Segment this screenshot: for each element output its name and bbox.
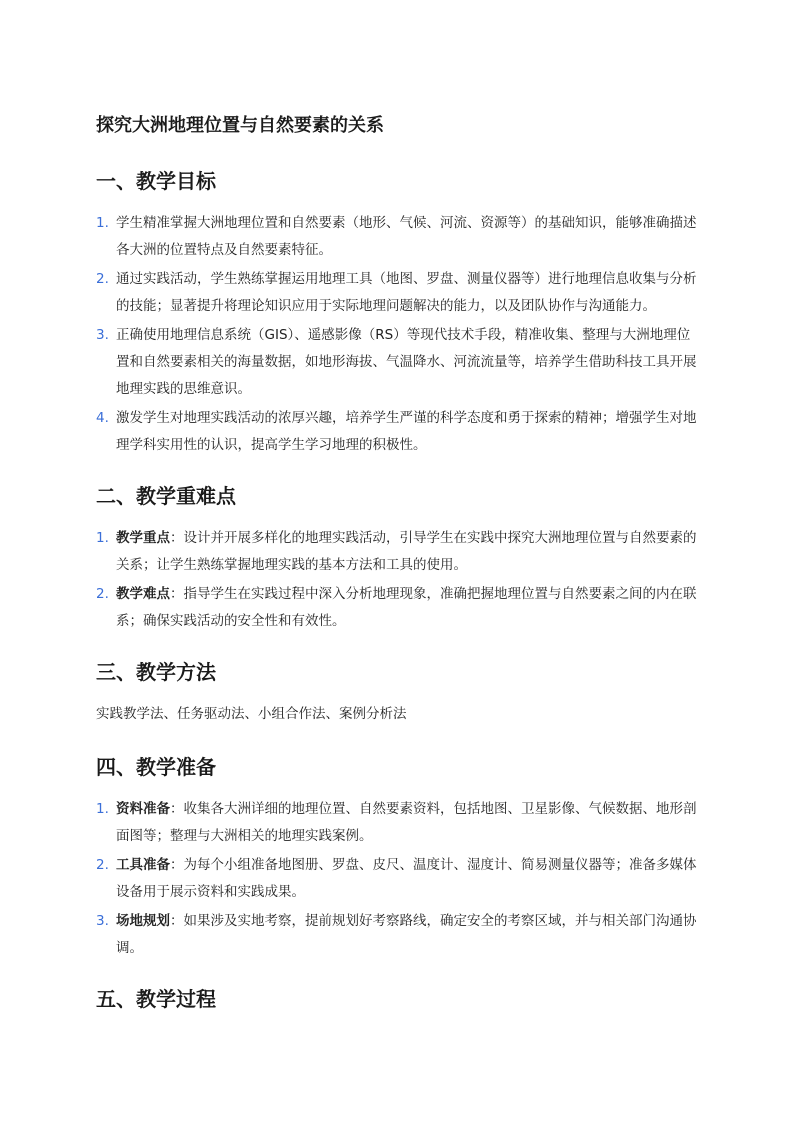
section-heading: 四、教学准备 [96, 755, 216, 779]
list-item-text: 通过实践活动，学生熟练掌握运用地理工具（地图、罗盘、测量仪器等）进行地理信息收集与分析的技能；显著提升将理论知识应用于实际地理问题解决的能力，以及团队协作与沟通能力。 [116, 271, 697, 314]
section-heading: 三、教学方法 [96, 660, 216, 684]
list-item [96, 796, 698, 850]
list-item [96, 322, 698, 403]
list-item-text: ：为每个小组准备地图册、罗盘、皮尺、温度计、湿度计、简易测量仪器等；准备多媒体设备用于展示资料和实践成果。 [116, 857, 697, 900]
list-number: 2. [96, 857, 109, 873]
list-item-text: 学生精准掌握大洲地理位置和自然要素（地形、气候、河流、资源等）的基础知识，能够准确描述各大洲的位置特点及自然要素特征。 [116, 215, 697, 258]
section-teaching-preparation [96, 752, 698, 962]
section-heading: 二、教学重难点 [96, 484, 236, 508]
list-number: 1. [96, 215, 109, 231]
section-teaching-methods [96, 657, 698, 728]
list-item-text: 激发学生对地理实践活动的浓厚兴趣，培养学生严谨的科学态度和勇于探索的精神；增强学生对地理学科实用性的认识，提高学生学习地理的积极性。 [116, 410, 697, 453]
list-number: 1. [96, 801, 109, 817]
key-points-list [96, 525, 698, 635]
list-item [96, 266, 698, 320]
list-item [96, 405, 698, 459]
list-item-text: ：指导学生在实践过程中深入分析地理现象，准确把握地理位置与自然要素之间的内在联系；确保实践活动的安全性和有效性。 [116, 586, 697, 629]
list-item-text: ：收集各大洲详细的地理位置、自然要素资料，包括地图、卫星影像、气候数据、地形剖面图等；整理与大洲相关的地理实践案例。 [116, 801, 697, 844]
section-heading: 一、教学目标 [96, 169, 216, 193]
list-item-label: 教学重点 [116, 530, 170, 546]
list-item-label: 场地规划 [116, 913, 170, 929]
list-number: 4. [96, 410, 109, 426]
list-item [96, 852, 698, 906]
list-number: 1. [96, 530, 109, 546]
section-teaching-objectives [96, 166, 698, 459]
section-heading: 五、教学过程 [96, 987, 216, 1011]
preparation-list [96, 796, 698, 962]
list-item-label: 教学难点 [116, 586, 170, 602]
section-teaching-process [96, 984, 698, 1014]
list-number: 3. [96, 327, 109, 343]
list-number: 2. [96, 586, 109, 602]
methods-text: 实践教学法、任务驱动法、小组合作法、案例分析法 [96, 706, 407, 722]
list-item [96, 210, 698, 264]
list-item-text: ：如果涉及实地考察，提前规划好考察路线，确定安全的考察区域，并与相关部门沟通协调。 [116, 913, 697, 956]
list-item-text: 正确使用地理信息系统（GIS）、遥感影像（RS）等现代技术手段，精准收集、整理与大洲地理位置和自然要素相关的海量数据，如地形海拔、气温降水、河流流量等，培养学生借助科技工具开展地理实践的思维意识。 [116, 327, 697, 397]
document-title: 探究大洲地理位置与自然要素的关系 [96, 115, 384, 136]
list-item [96, 525, 698, 579]
list-item-text: ：设计并开展多样化的地理实践活动，引导学生在实践中探究大洲地理位置与自然要素的关系；让学生熟练掌握地理实践的基本方法和工具的使用。 [116, 530, 697, 573]
objectives-list [96, 210, 698, 459]
list-item-label: 工具准备 [116, 857, 170, 873]
list-item-label: 资料准备 [116, 801, 170, 817]
list-item [96, 908, 698, 962]
list-number: 2. [96, 271, 109, 287]
section-key-difficult-points [96, 481, 698, 635]
list-number: 3. [96, 913, 109, 929]
list-item [96, 581, 698, 635]
